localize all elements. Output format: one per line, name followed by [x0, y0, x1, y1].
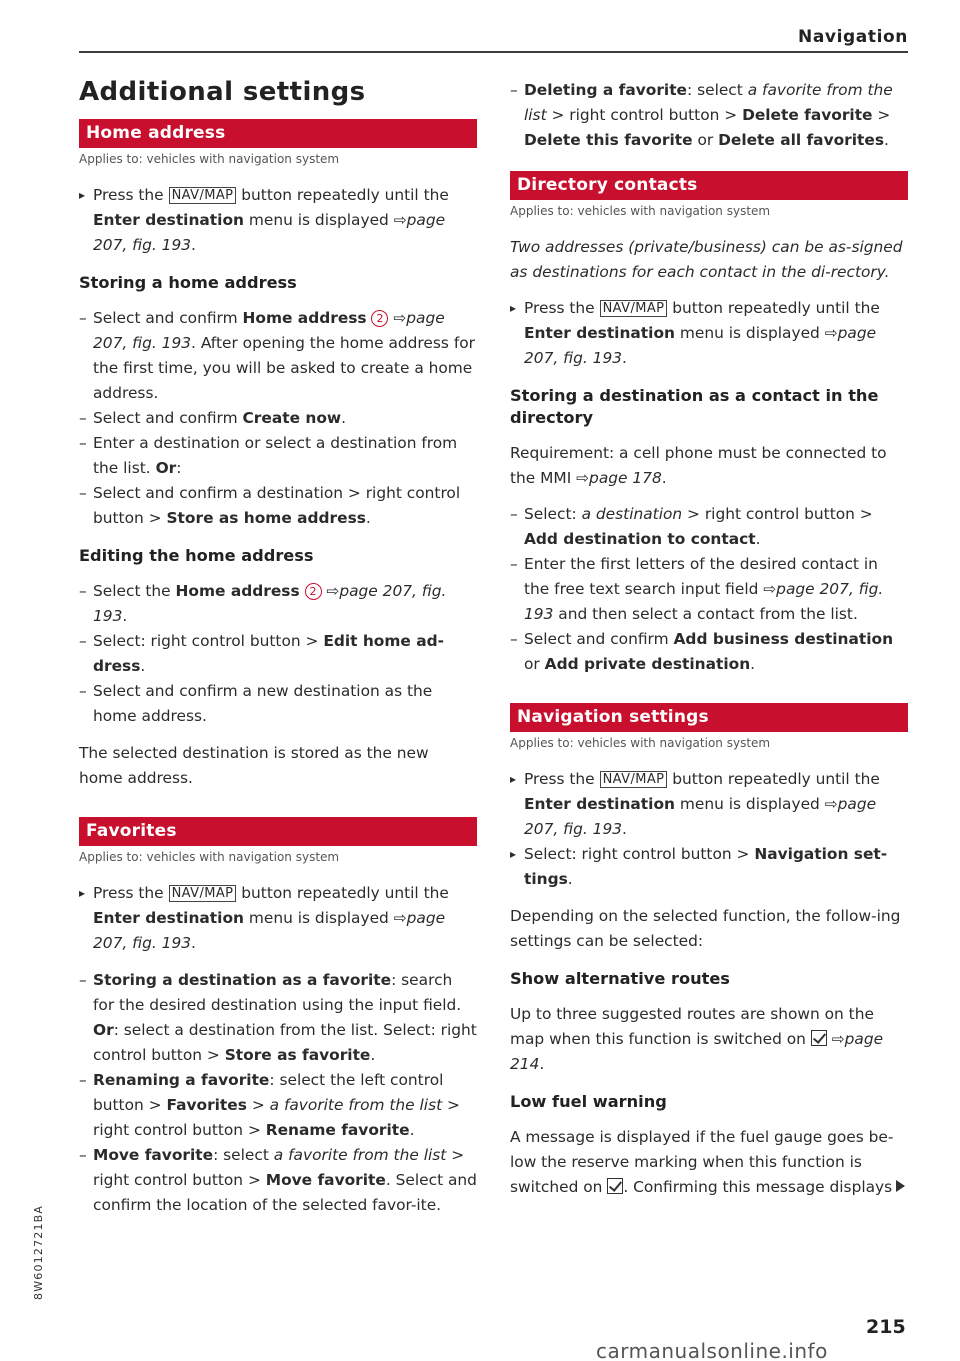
- navsettings-applies: Applies to: vehicles with navigation system: [510, 736, 771, 750]
- watermark: carmanualsonline.info: [596, 1339, 828, 1361]
- page-reference[interactable]: ⇨page 207, fig. 193: [524, 324, 877, 367]
- list-item: – Renaming a favorite: select the left control button > Favorites > a favorite from the list > right control button > Rename favorite.: [79, 1068, 477, 1143]
- list-item: – Deleting a favorite: select a favorite from the list > right control button > Delete favorite > Delete this favorite or Delete all favorites.: [510, 78, 908, 153]
- section-header: Navigation: [798, 27, 908, 47]
- page-reference[interactable]: ⇨page 207, fig. 193: [93, 582, 447, 625]
- directory-applies: Applies to: vehicles with navigation system: [510, 204, 771, 218]
- page-reference[interactable]: ⇨page 207, fig. 193: [93, 309, 445, 352]
- list-item: – Select and confirm a destination > right control button > Store as home address.: [79, 481, 477, 531]
- list-item: – Enter a destination or select a destination from the list. Or:: [79, 431, 477, 481]
- favorites-steps: [79, 881, 477, 956]
- checkbox-checked-icon: [607, 1178, 623, 1194]
- list-item: – Select: right control button > Edit home ad-dress.: [79, 629, 477, 679]
- nav-map-key: NAV/MAP: [169, 885, 237, 902]
- continue-arrow-icon: [896, 1180, 905, 1192]
- step-item: ▸ Press the NAV/MAP button repeatedly until the Enter destination menu is displayed ⇨page 207, fig. 193.: [79, 881, 477, 956]
- requirement-text: Requirement: a cell phone must be connected to the MMI ⇨page 178.: [510, 444, 887, 487]
- list-item: – Move favorite: select a favorite from the list > right control button > Move favorite. Select and confirm the location of the selected favor-ite.: [79, 1143, 477, 1218]
- list-item: – Select the Home address 2 ⇨page 207, fig. 193.: [79, 579, 477, 629]
- directory-steps: [510, 296, 908, 371]
- page-title: Additional settings: [79, 77, 366, 107]
- favorites-applies: Applies to: vehicles with navigation system: [79, 850, 340, 864]
- step-item: ▸ Select: right control button > Navigation set-tings.: [510, 842, 908, 892]
- list-item: – Select and confirm Home address 2 ⇨page 207, fig. 193. After opening the home address for the first time, you will be asked to create a home address.: [79, 306, 477, 406]
- list-item: – Select and confirm Create now.: [79, 406, 477, 431]
- callout-number: 2: [305, 583, 322, 600]
- page-reference[interactable]: ⇨page 207, fig. 193: [524, 795, 877, 838]
- storing-contact-heading: Storing a destination as a contact in the directory: [510, 386, 879, 427]
- list-item: – Select and confirm a new destination as the home address.: [79, 679, 477, 729]
- nav-map-key: NAV/MAP: [169, 187, 237, 204]
- callout-number: 2: [371, 310, 388, 327]
- navsettings-intro: Depending on the selected function, the follow-ing settings can be selected:: [510, 907, 901, 950]
- alt-routes-heading: Show alternative routes: [510, 969, 730, 988]
- navigation-settings-bar: Navigation settings: [510, 703, 908, 732]
- home-address-applies: Applies to: vehicles with navigation system: [79, 152, 340, 166]
- home-address-steps: [79, 183, 477, 258]
- directory-contacts-bar: Directory contacts: [510, 171, 908, 200]
- navsettings-steps: [510, 767, 908, 892]
- step-item: ▸ Press the NAV/MAP button repeatedly until the Enter destination menu is displayed ⇨page 207, fig. 193.: [510, 296, 908, 371]
- page-reference[interactable]: ⇨page 207, fig. 193: [93, 909, 446, 952]
- left-column: [79, 75, 477, 1230]
- home-address-bar: Home address: [79, 119, 477, 148]
- right-column: [510, 78, 908, 1211]
- list-item: – Enter the first letters of the desired contact in the free text search input field ⇨page 207, fig. 193 and then select a contact from the list.: [510, 552, 908, 627]
- favorites-list: [79, 968, 477, 1218]
- storing-home-heading: Storing a home address: [79, 273, 297, 292]
- favorites-bar: Favorites: [79, 817, 477, 846]
- page-reference[interactable]: ⇨page 214: [510, 1030, 884, 1073]
- alt-routes-text: Up to three suggested routes are shown on the map when this function is switched on ⇨page 214.: [510, 1005, 884, 1073]
- page-reference[interactable]: ⇨page 207, fig. 193: [524, 580, 884, 623]
- page-number: 215: [866, 1316, 906, 1338]
- contact-list: [510, 502, 908, 677]
- editing-result: The selected destination is stored as the new home address.: [79, 744, 429, 787]
- page-reference[interactable]: ⇨page 178: [576, 469, 662, 487]
- storing-home-list: [79, 306, 477, 531]
- page-reference[interactable]: ⇨page 207, fig. 193: [93, 211, 446, 254]
- low-fuel-heading: Low fuel warning: [510, 1092, 667, 1111]
- nav-map-key: NAV/MAP: [600, 771, 668, 788]
- editing-home-list: [79, 579, 477, 729]
- step-item: ▸ Press the NAV/MAP button repeatedly until the Enter destination menu is displayed ⇨page 207, fig. 193.: [510, 767, 908, 842]
- document-code: 8W6012721BA: [32, 1204, 45, 1300]
- deleting-list: [510, 78, 908, 153]
- checkbox-checked-icon: [811, 1030, 827, 1046]
- step-item: ▸ Press the NAV/MAP button repeatedly until the Enter destination menu is displayed ⇨page 207, fig. 193.: [79, 183, 477, 258]
- directory-intro: Two addresses (private/business) can be as-signed as destinations for each contact in the di-rectory.: [510, 238, 903, 281]
- list-item: – Select: a destination > right control button > Add destination to contact.: [510, 502, 908, 552]
- nav-map-key: NAV/MAP: [600, 300, 668, 317]
- list-item: – Storing a destination as a favorite: search for the desired destination using the input field. Or: select a destination from the list. Select: right control button > Store as favorite.: [79, 968, 477, 1068]
- low-fuel-text: A message is displayed if the fuel gauge goes be-low the reserve marking when this function is switched on . Confirming this message displays: [510, 1125, 908, 1200]
- list-item: – Select and confirm Add business destination or Add private destination.: [510, 627, 908, 677]
- editing-home-heading: Editing the home address: [79, 546, 314, 565]
- header-rule: [79, 51, 908, 53]
